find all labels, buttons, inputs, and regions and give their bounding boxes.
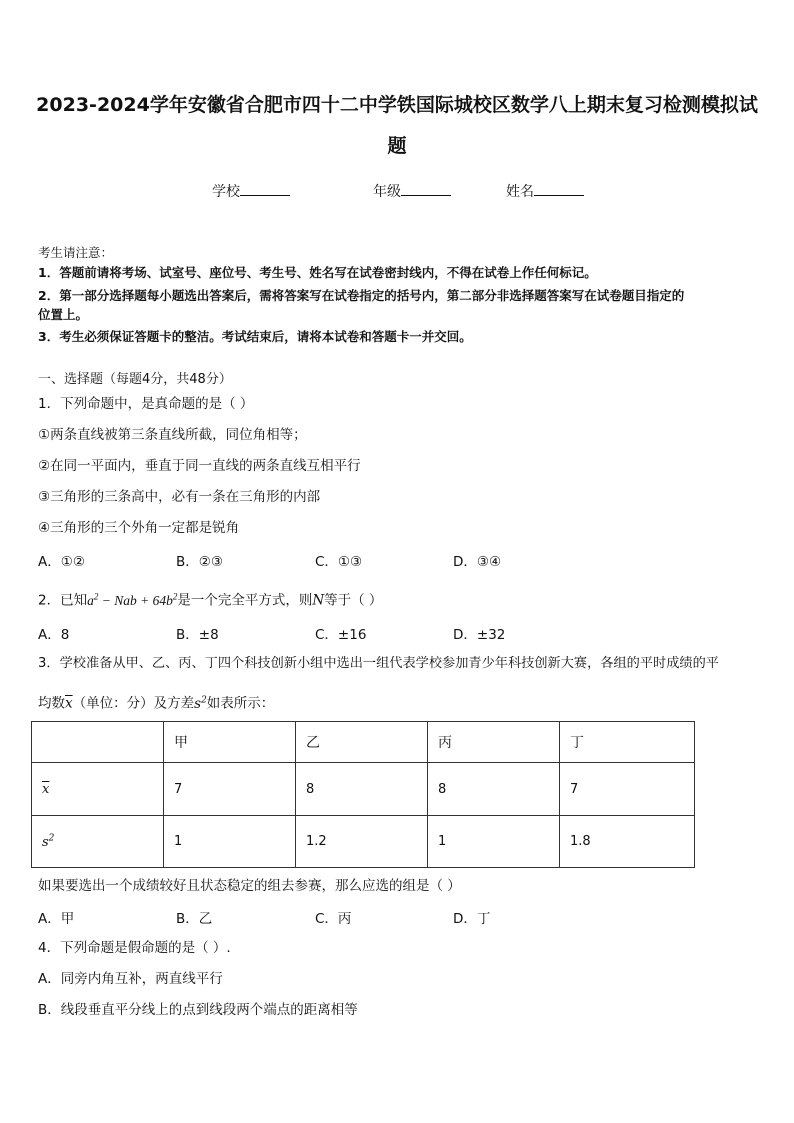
mean-symbol: $\overline{x}$ (42, 781, 50, 797)
table-header-cell (32, 722, 164, 763)
q3-stem-line2 (38, 690, 274, 714)
q3-option-c: C．丙 (315, 911, 352, 927)
table-header-cell: 甲 (164, 722, 296, 763)
q3-option-a: A．甲 (38, 911, 75, 927)
name-label: 姓名 (506, 184, 534, 200)
q3-stem-mean-label: 均数 (38, 695, 65, 712)
table-header-cell: 丁 (560, 722, 695, 763)
table-header-cell: 丙 (428, 722, 560, 763)
school-label: 学校 (212, 184, 240, 200)
notice-item: 1．答题前请将考场、试室号、座位号、考生号、姓名写在试卷密封线内，不得在试卷上作任何标记。 (38, 265, 597, 280)
q2-option-d: D．±32 (453, 627, 506, 643)
q2-variable: N (312, 592, 325, 609)
variance-symbol: $s^2$ (42, 833, 55, 850)
table-cell: 1.8 (560, 816, 695, 868)
q1-statement: ①两条直线被第三条直线所截，同位角相等； (38, 427, 307, 443)
row-label-mean (32, 763, 164, 816)
q2-stem-prefix: 2．已知 (38, 592, 88, 609)
q3-stem-tail: 如表所示： (206, 695, 275, 712)
table-cell: 1 (428, 816, 560, 868)
mean-symbol: $\overline{x}$ (65, 695, 73, 712)
q1-statement: ②在同一平面内，垂直于同一直线的两条直线互相平行 (38, 458, 361, 474)
table-row-mean (32, 763, 695, 816)
variance-symbol: $s^2$ (194, 695, 207, 712)
table-cell: 1.2 (296, 816, 428, 868)
grade-label: 年级 (373, 184, 401, 200)
q2-option-a: A．8 (38, 627, 70, 643)
q3-question: 如果要选出一个成绩较好且状态稳定的组去参赛，那么应选的组是（ ） (38, 878, 461, 894)
q2-stem-middle: 是一个完全平方式，则 (177, 592, 313, 609)
q2-option-b: B．±8 (176, 627, 219, 643)
q2-stem (38, 586, 382, 611)
q3-stem-unit: （单位：分）及方差 (72, 695, 195, 712)
table-cell: 7 (164, 763, 296, 816)
q1-statement: ④三角形的三个外角一定都是锐角 (38, 520, 240, 536)
q3-option-d: D．丁 (453, 911, 491, 927)
section-heading: 一、选择题（每题4分，共48分） (38, 372, 232, 387)
school-field (212, 181, 290, 201)
exam-title-line1: 2023-2024学年安徽省合肥市四十二中学铁国际城校区数学八上期末复习检测模拟试 (36, 94, 758, 116)
q2-stem-suffix: 等于（ ） (324, 592, 383, 609)
q1-option-a: A．①② (38, 554, 85, 570)
table-cell: 8 (296, 763, 428, 816)
q1-option-b: B．②③ (176, 554, 223, 570)
row-label-variance (32, 816, 164, 868)
q3-option-b: B．乙 (176, 911, 213, 927)
grade-blank (401, 181, 451, 196)
q4-option-b: B．线段垂直平分线上的点到线段两个端点的距离相等 (38, 1002, 358, 1018)
q2-expression: $a^2$ − Nab + $64b^2$ (87, 591, 178, 608)
q2-option-c: C．±16 (315, 627, 367, 643)
exam-title-line2: 题 (387, 135, 407, 157)
q1-option-c: C．①③ (315, 554, 363, 570)
q4-stem: 4．下列命题是假命题的是（ ）. (38, 940, 231, 956)
q1-stem: 1．下列命题中，是真命题的是（ ） (38, 396, 254, 412)
notice-item: 2．第一部分选择题每小题选出答案后，需将答案写在试卷指定的括号内，第二部分非选择题答案写在试卷题目指定的 (38, 288, 685, 303)
q1-statement: ③三角形的三条高中，必有一条在三角形的内部 (38, 489, 321, 505)
table-row-variance (32, 816, 695, 868)
notice-heading: 考生请注意： (38, 245, 114, 260)
q1-option-d: D．③④ (453, 554, 502, 570)
table-cell: 8 (428, 763, 560, 816)
notice-item: 位置上。 (38, 307, 89, 322)
table-cell: 7 (560, 763, 695, 816)
table-header-row (32, 722, 695, 763)
q3-stem-line1: 3．学校准备从甲、乙、丙、丁四个科技创新小组中选出一组代表学校参加青少年科技创新大赛，各组的平时成绩的平 (38, 656, 719, 671)
table-header-cell: 乙 (296, 722, 428, 763)
name-field (506, 181, 584, 201)
score-table (31, 721, 695, 868)
q4-option-a: A．同旁内角互补，两直线平行 (38, 971, 223, 987)
grade-field (373, 181, 451, 201)
table-cell: 1 (164, 816, 296, 868)
notice-item: 3．考生必须保证答题卡的整洁。考试结束后，请将本试卷和答题卡一并交回。 (38, 329, 472, 344)
name-blank (534, 181, 584, 196)
school-blank (240, 181, 290, 196)
